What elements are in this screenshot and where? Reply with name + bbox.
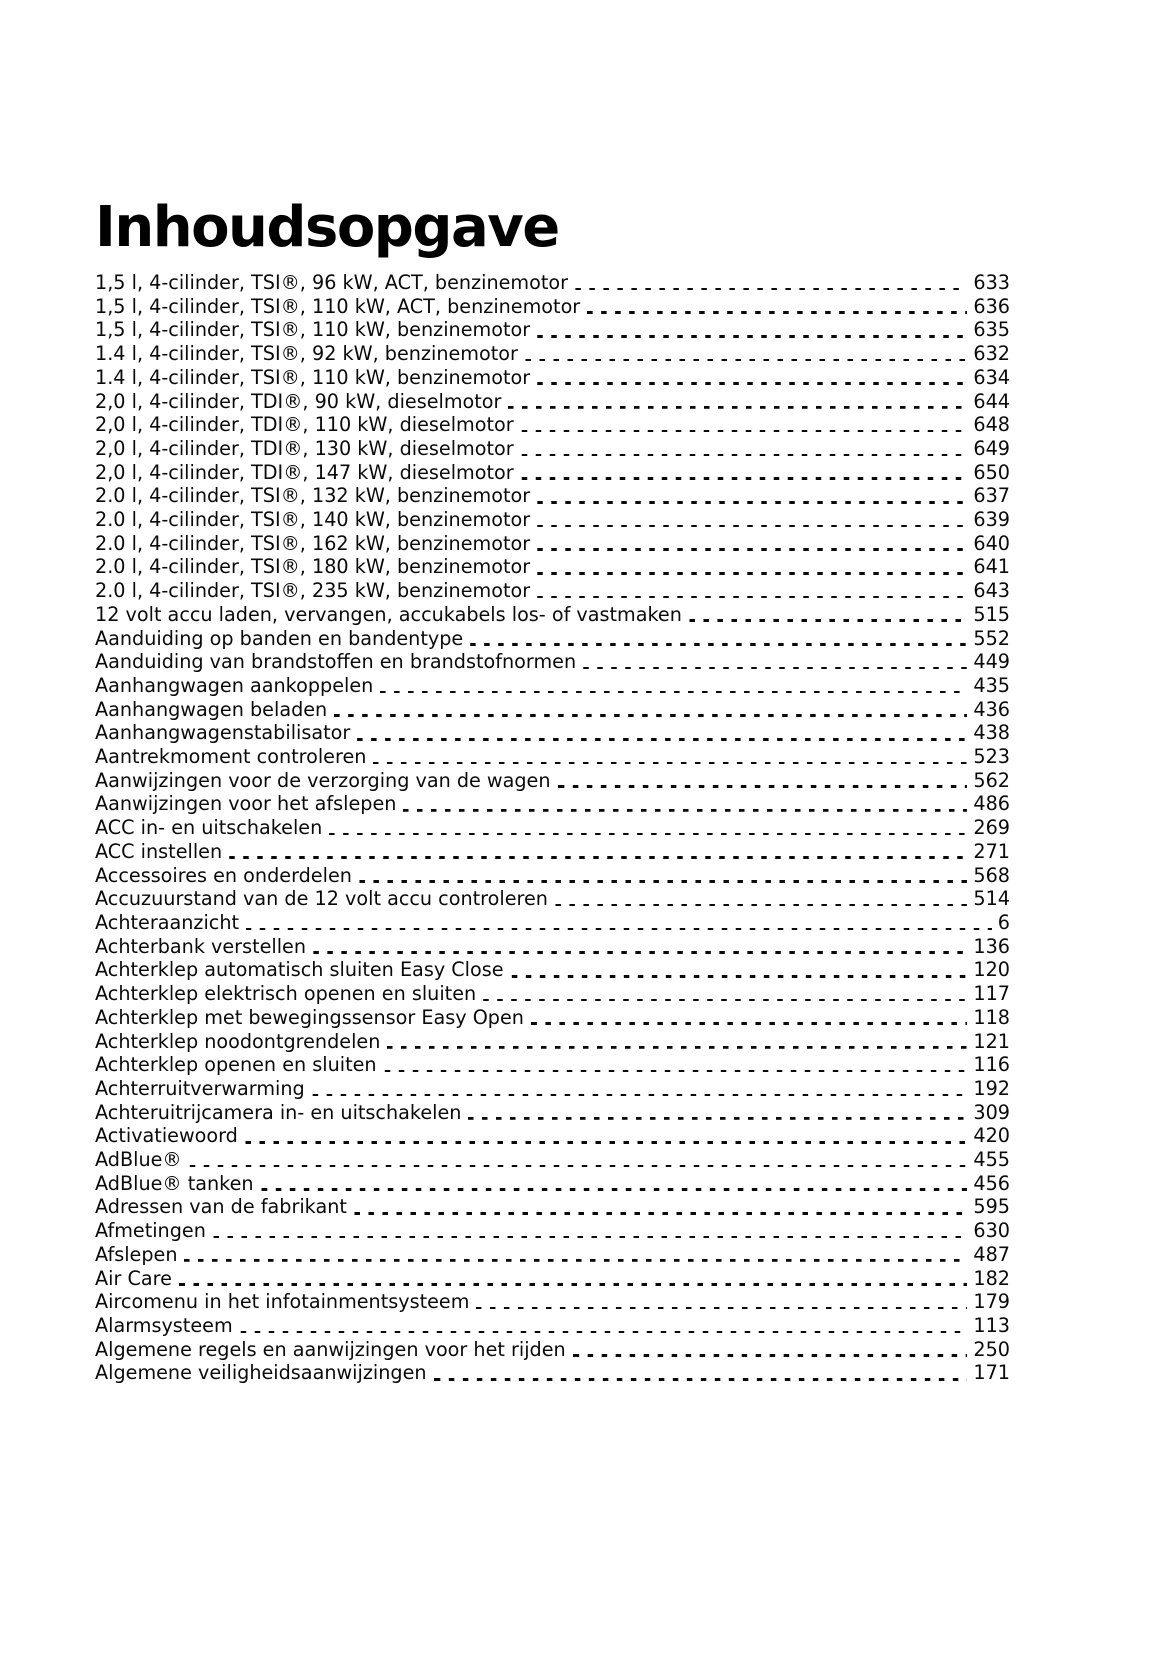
toc-entry-page: 269 [973,816,1010,840]
toc-entry-page: 171 [973,1361,1010,1385]
toc-leader-dots [179,1283,968,1286]
toc-entry-label: ACC in- en uitschakelen [95,816,323,840]
toc-entry-page: 271 [973,839,1010,863]
toc-entry-label: 2,0 l, 4-cilinder, TDI®, 147 kW, dieselmotor [95,460,514,484]
toc-entry-label: Alarmsysteem [95,1313,233,1337]
toc-entry-label: Aanwijzingen voor de verzorging van de wagen [95,768,551,792]
toc-entry [95,864,1010,888]
toc-entry-page: 487 [973,1242,1010,1266]
toc-entry-page: 118 [973,1005,1010,1029]
toc-entry-page: 449 [973,650,1010,674]
toc-entry [95,1101,1010,1125]
toc-entry [95,698,1010,722]
toc-entry-page: 634 [973,365,1010,389]
toc-leader-dots [384,1070,968,1073]
toc-leader-dots [537,335,967,338]
toc-entry-label: Aanhangwagen beladen [95,697,328,721]
toc-entry-label: Algemene regels en aanwijzingen voor het rijden [95,1337,566,1361]
toc-leader-dots [525,359,967,362]
toc-entry-page: 633 [973,271,1010,294]
toc-entry [95,271,1010,295]
toc-entry [95,792,1010,816]
toc-entry-page: 635 [973,318,1010,342]
toc-entry-page: 632 [973,342,1010,366]
toc-entry-label: Achterklep automatisch sluiten Easy Close [95,958,504,982]
toc-entry-label: Air Care [95,1266,172,1290]
toc-entry [95,674,1010,698]
toc-entry [95,1124,1010,1148]
toc-entry-page: 643 [973,579,1010,603]
toc-leader-dots [240,1331,968,1334]
toc-entry [95,816,1010,840]
toc-entry-label: Algemene veiligheidsaanwijzingen [95,1361,427,1385]
toc-entry-label: 2.0 l, 4-cilinder, TSI®, 162 kW, benzinemotor [95,531,531,555]
toc-entry-page: 515 [973,602,1010,626]
toc-entry-label: Afmetingen [95,1219,206,1243]
toc-entry [95,958,1010,982]
toc-entry-page: 420 [973,1124,1010,1148]
toc-entry [95,1338,1010,1362]
toc-entry-label: 2,0 l, 4-cilinder, TDI®, 110 kW, dieselmotor [95,413,514,437]
toc-entry-page: 644 [973,389,1010,413]
toc-entry-page: 639 [973,508,1010,532]
toc-leader-dots [476,1307,967,1310]
toc-entry-label: Achterruitverwarming [95,1076,305,1100]
toc-entry-page: 6 [997,910,1010,934]
toc-entry-label: Achteruitrijcamera in- en uitschakelen [95,1100,462,1124]
toc-leader-dots [521,430,968,433]
toc-entry [95,390,1010,414]
toc-entry-page: 552 [973,626,1010,650]
toc-entry-page: 650 [973,460,1010,484]
toc-entry-page: 562 [973,768,1010,792]
toc-leader-dots [246,928,992,931]
toc-leader-dots [184,1259,967,1262]
toc-entry-label: Aanwijzingen voor het afslepen [95,792,397,816]
toc-entry-page: 523 [973,745,1010,769]
toc-leader-dots [537,548,967,551]
toc-entry [95,1361,1010,1385]
toc-entry-page: 113 [973,1313,1010,1337]
toc-entry-page: 117 [973,982,1010,1006]
toc-entry-label: Accuzuurstand van de 12 volt accu controleren [95,887,548,911]
toc-entry-page: 455 [973,1148,1010,1172]
toc-entry-label: Achterbank verstellen [95,934,307,958]
toc-entry-page: 120 [973,958,1010,982]
toc-entry-page: 595 [973,1195,1010,1219]
toc-leader-dots [329,833,967,836]
toc-entry-page: 435 [973,673,1010,697]
toc-entry-label: Aircomenu in het infotainmentsysteem [95,1290,470,1314]
toc-entry-page: 438 [973,721,1010,745]
toc-entry [95,603,1010,627]
toc-leader-dots [508,406,967,409]
toc-leader-dots [380,691,967,694]
toc-leader-dots [312,1094,968,1097]
toc-entry-page: 250 [973,1337,1010,1361]
toc-entry-label: Achterklep openen en sluiten [95,1053,377,1077]
toc-leader-dots [373,762,967,765]
toc-entry-label: 1.4 l, 4-cilinder, TSI®, 92 kW, benzinemotor [95,342,518,366]
toc-entry [95,508,1010,532]
toc-leader-dots [313,951,967,954]
toc-entry [95,627,1010,651]
toc-leader-dots [583,667,967,670]
toc-entry-label: AdBlue® [95,1148,182,1172]
toc-leader-dots [245,1141,968,1144]
toc-leader-dots [359,880,967,883]
toc-entry [95,1267,1010,1291]
toc-entry [95,295,1010,319]
toc-leader-dots [573,1354,968,1357]
toc-leader-dots [213,1236,968,1239]
toc-entry-label: 1,5 l, 4-cilinder, TSI®, 110 kW, ACT, benzinemotor [95,294,581,318]
toc-entry [95,532,1010,556]
toc-entry [95,982,1010,1006]
toc-entry [95,1148,1010,1172]
toc-leader-dots [537,572,967,575]
toc-entry [95,1219,1010,1243]
toc-entry-label: 1,5 l, 4-cilinder, TSI®, 96 kW, ACT, benzinemotor [95,271,568,294]
toc-entry-label: Accessoires en onderdelen [95,863,352,887]
page-title: Inhoudsopgave [95,195,559,260]
toc-entry-label: 2,0 l, 4-cilinder, TDI®, 90 kW, dieselmotor [95,389,502,413]
toc-entry-label: Achteraanzicht [95,910,240,934]
toc-entry [95,769,1010,793]
toc-entry-label: 1,5 l, 4-cilinder, TSI®, 110 kW, benzinemotor [95,318,531,342]
toc-leader-dots [470,643,967,646]
toc-entry [95,1077,1010,1101]
toc-leader-dots [403,809,967,812]
toc-entry [95,1172,1010,1196]
toc-entry-label: Adressen van de fabrikant [95,1195,347,1219]
toc-entry-label: Aanhangwagenstabilisator [95,721,351,745]
toc-entry [95,1030,1010,1054]
toc-leader-dots [434,1378,968,1381]
toc-entry-label: 2,0 l, 4-cilinder, TDI®, 130 kW, dieselmotor [95,436,514,460]
toc-entry-page: 309 [973,1100,1010,1124]
toc-entry [95,911,1010,935]
toc-entry-label: 2.0 l, 4-cilinder, TSI®, 180 kW, benzinemotor [95,555,531,579]
toc-entry [95,342,1010,366]
toc-entry [95,1195,1010,1219]
toc-entry-page: 630 [973,1219,1010,1243]
toc-leader-dots [483,999,967,1002]
toc-entry [95,366,1010,390]
toc-entry-label: ACC instellen [95,839,223,863]
toc-leader-dots [334,714,967,717]
toc-entry-label: Achterklep met bewegingssensor Easy Open [95,1005,524,1029]
toc-leader-dots [521,477,968,480]
toc-entry-page: 637 [973,484,1010,508]
toc-entry-page: 514 [973,887,1010,911]
toc-entry-label: Aantrekmoment controleren [95,745,367,769]
toc-entry [95,745,1010,769]
toc-entry [95,650,1010,674]
toc-entry-page: 136 [973,934,1010,958]
toc-leader-dots [531,1022,967,1025]
toc-leader-dots [468,1117,967,1120]
toc-entry [95,318,1010,342]
toc-entry-label: Aanduiding van brandstoffen en brandstofnormen [95,650,577,674]
toc-entry-label: 2.0 l, 4-cilinder, TSI®, 235 kW, benzinemotor [95,579,531,603]
toc-leader-dots [587,311,967,314]
toc-leader-dots [558,785,968,788]
toc-entry-label: 1.4 l, 4-cilinder, TSI®, 110 kW, benzinemotor [95,365,531,389]
toc-leader-dots [357,738,967,741]
toc-leader-dots [537,382,967,385]
toc-entry-label: Achterklep elektrisch openen en sluiten [95,982,477,1006]
toc-entry-page: 636 [973,294,1010,318]
toc-leader-dots [537,501,967,504]
toc-entry-label: 12 volt accu laden, vervangen, accukabels los- of vastmaken [95,602,682,626]
toc-entry-label: 2.0 l, 4-cilinder, TSI®, 140 kW, benzinemotor [95,508,531,532]
toc-leader-dots [387,1046,967,1049]
toc-entry [95,1243,1010,1267]
toc-leader-dots [555,904,967,907]
toc-entry [95,935,1010,959]
toc-entry [95,721,1010,745]
toc-entry-page: 116 [973,1053,1010,1077]
toc-entry [95,1006,1010,1030]
toc-entry [95,1314,1010,1338]
toc-entry-page: 649 [973,436,1010,460]
toc-entry-page: 486 [973,792,1010,816]
toc-leader-dots [689,619,967,622]
toc-entry-label: Aanduiding op banden en bandentype [95,626,464,650]
toc-entry-label: Afslepen [95,1242,178,1266]
toc-entry [95,887,1010,911]
toc-entry-page: 648 [973,413,1010,437]
toc-leader-dots [537,525,967,528]
toc-entry [95,484,1010,508]
toc-leader-dots [189,1165,968,1168]
toc-entry [95,413,1010,437]
toc-entry [95,1053,1010,1077]
toc-entry [95,840,1010,864]
toc-entry-label: AdBlue® tanken [95,1171,254,1195]
toc-leader-dots [537,596,967,599]
toc-leader-dots [354,1212,967,1215]
toc-entry-page: 179 [973,1290,1010,1314]
toc-entry-page: 192 [973,1076,1010,1100]
toc-entry-page: 640 [973,531,1010,555]
toc-entry [95,579,1010,603]
toc-leader-dots [261,1188,968,1191]
toc-entry [95,437,1010,461]
toc-entry [95,1290,1010,1314]
toc-entry-page: 436 [973,697,1010,721]
toc-leader-dots [521,454,968,457]
toc-entry-label: Achterklep noodontgrendelen [95,1029,381,1053]
toc-entry-page: 641 [973,555,1010,579]
toc-entry-page: 568 [973,863,1010,887]
toc-entry-page: 121 [973,1029,1010,1053]
toc-leader-dots [229,856,967,859]
toc-entry-page: 182 [973,1266,1010,1290]
toc-leader-dots [511,975,968,978]
toc-entry-label: 2.0 l, 4-cilinder, TSI®, 132 kW, benzinemotor [95,484,531,508]
toc-entry-page: 456 [973,1171,1010,1195]
toc-entry-label: Activatiewoord [95,1124,238,1148]
toc-leader-dots [575,288,967,291]
toc-entry-label: Aanhangwagen aankoppelen [95,673,374,697]
toc-list [95,271,1010,1385]
toc-entry [95,555,1010,579]
toc-entry [95,461,1010,485]
